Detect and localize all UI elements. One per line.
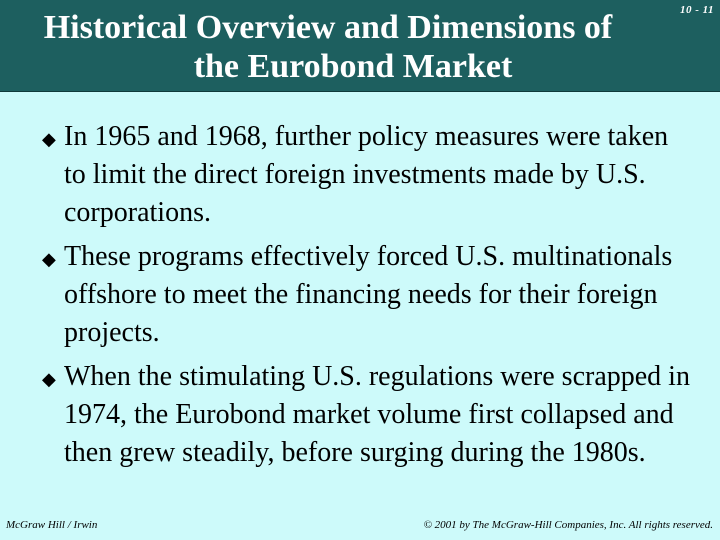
bullet-item [42, 358, 692, 472]
bullet-text: These programs effectively forced U.S. multinationals offshore to meet the financing needs for their foreign projects. [64, 241, 673, 348]
diamond-bullet-icon: ◆ [42, 249, 56, 269]
bullet-item [42, 118, 692, 232]
slide-title-line-2: the Eurobond Market [193, 48, 513, 85]
diamond-bullet-icon: ◆ [42, 369, 56, 389]
slide-number: 10 - 11 [679, 4, 714, 16]
slide-title-line-1: Historical Overview and Dimensions of [43, 9, 613, 46]
footer-copyright: © 2001 by The McGraw-Hill Companies, Inc. All rights reserved. [423, 519, 713, 531]
title-bar [0, 0, 720, 92]
bullet-text: In 1965 and 1968, further policy measures were taken to limit the direct foreign investments made by U.S. corporations. [64, 121, 669, 228]
bullet-item [42, 238, 692, 352]
bullet-text: When the stimulating U.S. regulations were scrapped in 1974, the Eurobond market volume first collapsed and then grew steadily, before surging during the 1980s. [64, 361, 690, 468]
footer-publisher: McGraw Hill / Irwin [6, 519, 98, 531]
diamond-bullet-icon: ◆ [42, 129, 56, 149]
bullet-list [42, 118, 692, 478]
